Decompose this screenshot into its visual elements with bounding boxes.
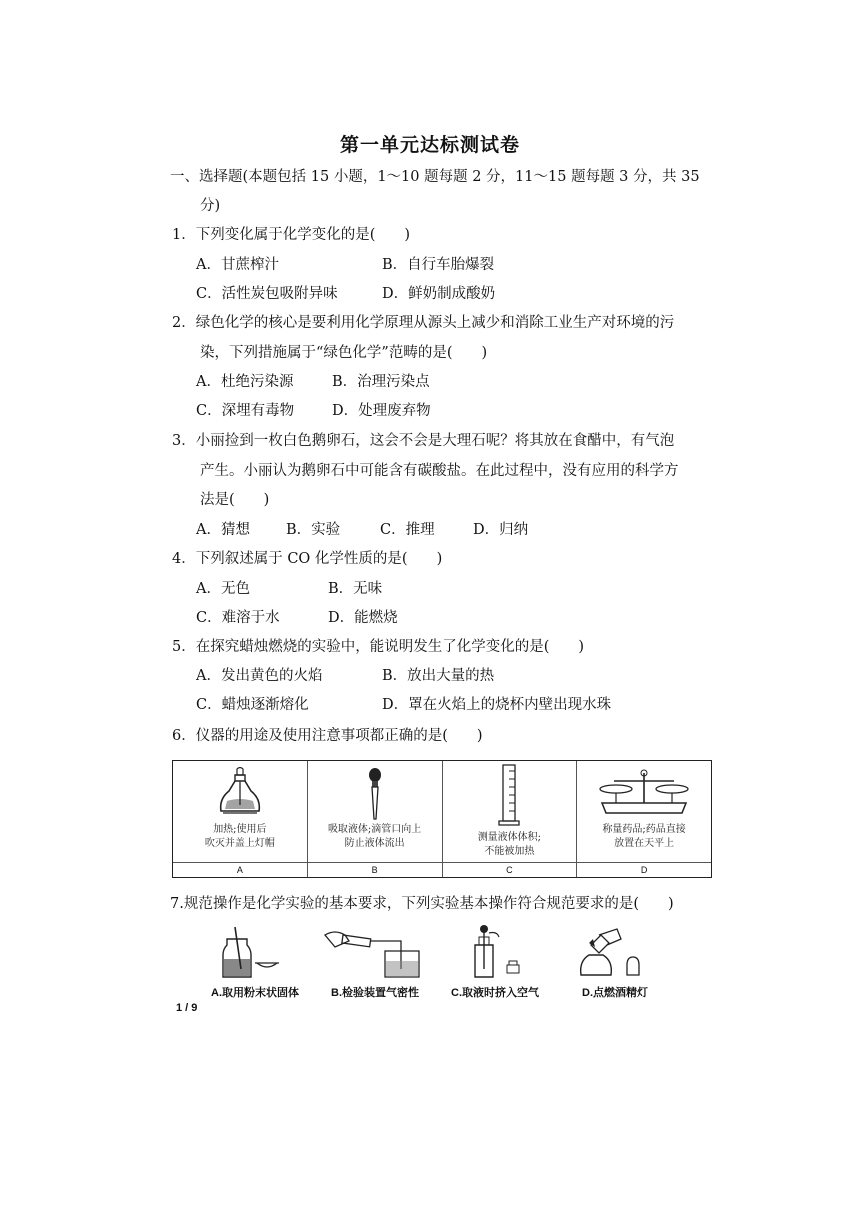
desc-b-line-2: 防止液体流出 xyxy=(344,838,405,849)
q5-option-c: C．蜡烛逐渐熔化 xyxy=(196,697,309,713)
q4-option-c: C．难溶于水 xyxy=(196,610,280,626)
alcohol-lamp-icon xyxy=(173,767,307,823)
instrument-label-c: C xyxy=(443,862,577,877)
figure-b-label: B.检验装置气密性 xyxy=(331,987,419,999)
q4-option-a: A．无色 xyxy=(196,581,250,597)
figure-a xyxy=(195,925,315,1000)
measuring-cylinder-icon xyxy=(443,763,577,819)
operation-figures xyxy=(205,925,675,1000)
q2-option-b: B．治理污染点 xyxy=(332,374,430,390)
q2-stem-line-2: 染，下列措施属于“绿色化学”范畴的是( ) xyxy=(200,344,488,361)
airtight-test-icon xyxy=(315,925,435,980)
question-7-stem: 7.规范操作是化学实验的基本要求，下列实验基本操作符合规范要求的是( ) xyxy=(170,896,674,912)
desc-a-line-2: 吹灭并盖上灯帽 xyxy=(204,838,275,849)
instrument-cell-c xyxy=(443,761,578,877)
desc-d-line-1: 称量药品;药品直接 xyxy=(602,824,686,835)
q1-option-b: B．自行车胎爆裂 xyxy=(382,257,495,273)
instrument-table xyxy=(172,760,712,878)
q3-option-b: B．实验 xyxy=(286,522,341,538)
question-3-stem xyxy=(172,427,702,516)
dropper-icon xyxy=(308,767,442,823)
page-number: 1 / 9 xyxy=(176,1002,198,1014)
instrument-cell-d xyxy=(577,761,711,877)
instrument-desc-b xyxy=(312,823,438,851)
q5-option-b: B．放出大量的热 xyxy=(382,668,495,684)
desc-d-line-2: 放置在天平上 xyxy=(614,838,675,849)
desc-c-line-2: 不能被加热 xyxy=(484,846,535,857)
q1-option-d: D．鲜奶制成酸奶 xyxy=(382,286,496,302)
question-1-stem: 1．下列变化属于化学变化的是( ) xyxy=(172,227,411,243)
desc-a-line-1: 加热;使用后 xyxy=(213,824,267,835)
q3-stem-line-1: 3．小丽捡到一枚白色鹅卵石，这会不会是大理石呢？将其放在食醋中，有气泡 xyxy=(172,433,675,449)
desc-b-line-1: 吸取液体;滴管口向上 xyxy=(327,824,422,835)
instrument-cell-a xyxy=(173,761,308,877)
q3-stem-line-3: 法是( ) xyxy=(200,492,270,508)
question-5-stem: 5．在探究蜡烛燃烧的实验中，能说明发生了化学变化的是( ) xyxy=(172,639,585,655)
lighting-lamp-icon xyxy=(555,925,675,980)
q2-stem-line-1: 2．绿色化学的核心是要利用化学原理从源头上减少和消除工业生产对环境的污 xyxy=(172,315,675,331)
q2-option-d: D．处理废弃物 xyxy=(332,403,431,419)
section-header xyxy=(170,163,700,221)
q3-option-a: A．猜想 xyxy=(196,522,250,538)
section-line-1: 一、选择题(本题包括 15 小题，1～10 题每题 2 分，11～15 题每题 3 分，共 35 xyxy=(170,169,700,185)
figure-c-label: C.取液时挤入空气 xyxy=(451,987,539,999)
q2-option-c: C．深埋有毒物 xyxy=(196,403,295,419)
q2-option-a: A．杜绝污染源 xyxy=(196,374,294,390)
powder-bottle-icon xyxy=(195,925,315,980)
q3-option-d: D．归纳 xyxy=(473,522,529,538)
q4-option-d: D．能燃烧 xyxy=(328,610,398,626)
instrument-cell-b xyxy=(308,761,443,877)
page-title: 第一单元达标测试卷 xyxy=(339,134,520,156)
figure-d xyxy=(555,925,675,1000)
q5-option-d: D．罩在火焰上的烧杯内壁出现水珠 xyxy=(382,697,612,713)
question-6-stem: 6．仪器的用途及使用注意事项都正确的是( ) xyxy=(172,728,483,744)
instrument-label-b: B xyxy=(308,862,442,877)
instrument-desc-a xyxy=(177,823,303,851)
dropper-bottle-icon xyxy=(435,925,555,980)
figure-c xyxy=(435,925,555,1000)
instrument-label-a: A xyxy=(173,862,307,877)
question-2-stem xyxy=(172,309,702,368)
balance-scale-icon xyxy=(577,767,711,823)
instrument-desc-d xyxy=(581,823,707,851)
section-line-2: 分) xyxy=(200,198,221,214)
figure-d-label: D.点燃酒精灯 xyxy=(582,987,648,999)
q1-option-c: C．活性炭包吸附异味 xyxy=(196,286,338,302)
instrument-label-d: D xyxy=(577,862,711,877)
desc-c-line-1: 测量液体体积; xyxy=(477,832,542,843)
q3-stem-line-2: 产生。小丽认为鹅卵石中可能含有碳酸盐。在此过程中，没有应用的科学方 xyxy=(200,462,679,479)
q3-option-c: C．推理 xyxy=(380,522,435,538)
q5-option-a: A．发出黄色的火焰 xyxy=(196,668,323,684)
q1-option-a: A．甘蔗榨汁 xyxy=(196,257,279,273)
figure-b xyxy=(315,925,435,1000)
question-4-stem: 4．下列叙述属于 CO 化学性质的是( ) xyxy=(172,551,443,567)
figure-a-label: A.取用粉末状固体 xyxy=(211,987,299,999)
instrument-desc-c xyxy=(447,831,573,859)
q4-option-b: B．无味 xyxy=(328,581,383,597)
